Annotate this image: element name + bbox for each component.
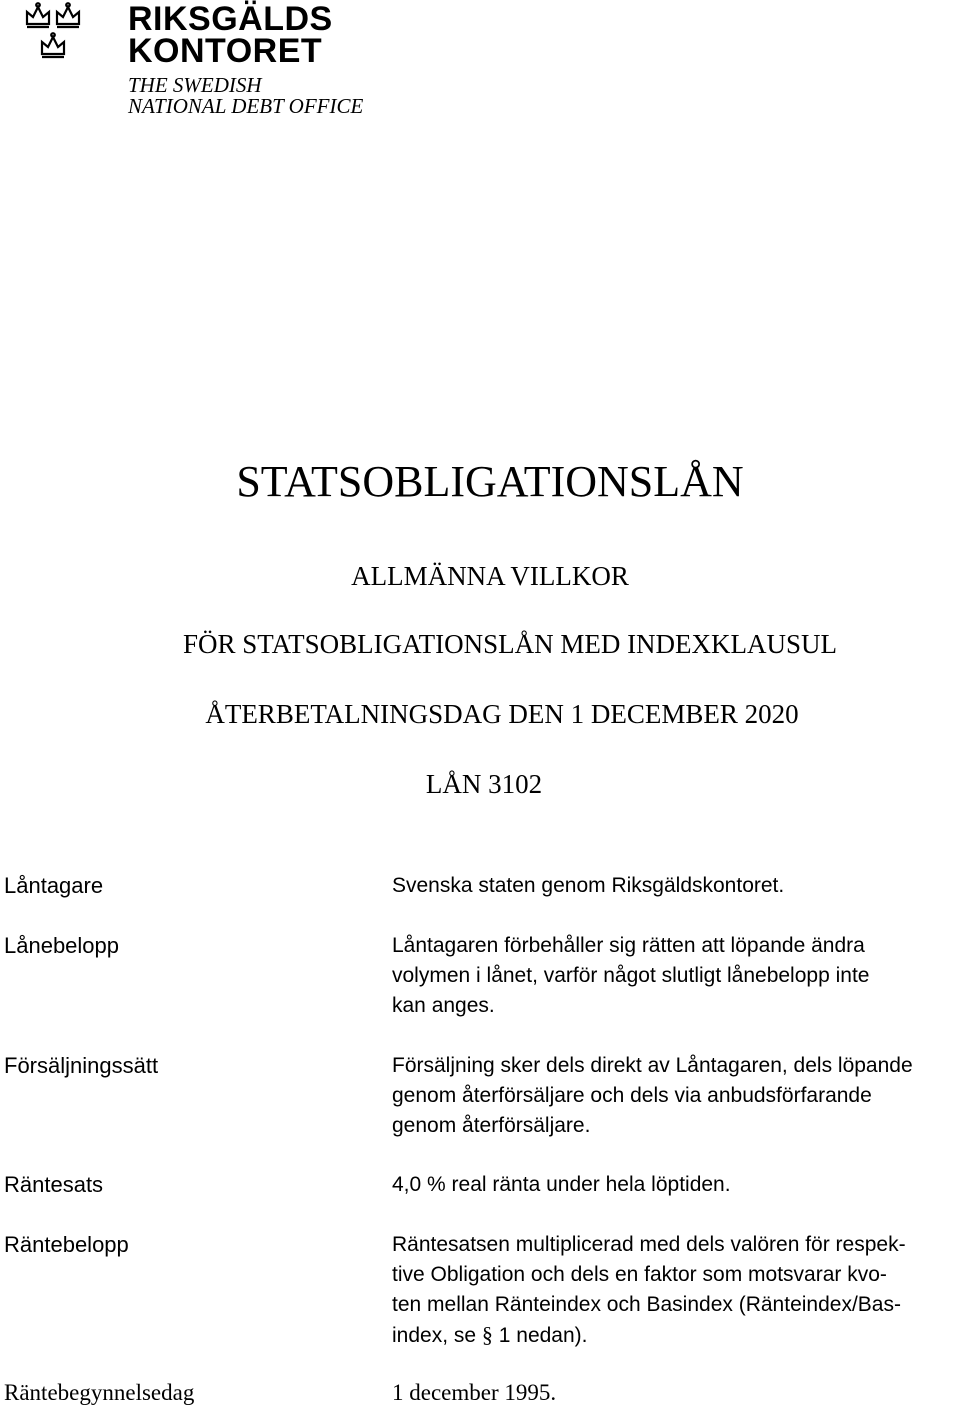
term-line: Räntesatsen multiplicerad med dels valören för respek- — [392, 1233, 906, 1256]
term-line: 4,0 % real ränta under hela löptiden. — [392, 1173, 731, 1196]
term-line-with-section — [392, 1320, 957, 1351]
term-line: tive Obligation och dels en faktor som motsvarar kvo- — [392, 1263, 887, 1286]
subtitle-general-terms: ALLMÄNNA VILLKOR — [351, 561, 629, 591]
term-label-loan-amount: Lånebelopp — [4, 933, 120, 958]
term-line-part: 1 nedan). — [498, 1324, 588, 1347]
term-value-interest-amount — [392, 1230, 957, 1351]
term-line: Försäljning sker dels direkt av Låntagaren, dels löpande — [392, 1054, 913, 1077]
logo-name-line1: RIKSGÄLDS — [128, 0, 333, 38]
term-value-interest-rate — [392, 1170, 957, 1200]
subtitle-repayment-date: ÅTERBETALNINGSDAG DEN 1 DECEMBER 2020 — [205, 699, 799, 729]
term-line-part: index, se — [392, 1324, 477, 1347]
term-label-interest-rate: Räntesats — [4, 1172, 104, 1197]
subtitle-index-clause: FÖR STATSOBLIGATIONSLÅN MED INDEXKLAUSUL — [182, 629, 838, 659]
logo-english-line1: THE SWEDISH — [128, 73, 262, 97]
term-line: genom återförsäljare. — [392, 1114, 591, 1137]
term-label-interest-amount: Räntebelopp — [4, 1232, 129, 1257]
term-label-borrower: Låntagare — [4, 873, 104, 898]
term-line: genom återförsäljare och dels via anbudsförfarande — [392, 1084, 872, 1107]
logo-english-line2: NATIONAL DEBT OFFICE — [128, 94, 364, 118]
term-line: volymen i lånet, varför något slutligt lånebelopp inte — [392, 964, 870, 987]
logo — [24, 0, 404, 120]
logo-name-line2: KONTORET — [128, 32, 323, 70]
subtitle-loan-number: LÅN 3102 — [425, 769, 543, 799]
document-title: STATSOBLIGATIONSLÅN — [236, 457, 744, 506]
section-sign: § — [481, 1322, 493, 1347]
term-value-borrower — [392, 871, 957, 901]
term-line: ten mellan Ränteindex och Basindex (Ränteindex/Bas- — [392, 1293, 901, 1316]
term-label-sales-method: Försäljningssätt — [4, 1053, 159, 1078]
three-crowns-icon — [24, 0, 118, 62]
term-label-interest-start-date: Räntebegynnelsedag — [4, 1380, 195, 1405]
term-value-sales-method — [392, 1051, 957, 1141]
term-value-loan-amount — [392, 931, 957, 1021]
term-value-interest-start-date: 1 december 1995. — [392, 1380, 557, 1405]
term-line: kan anges. — [392, 994, 495, 1017]
term-line: Låntagaren förbehåller sig rätten att löpande ändra — [392, 934, 865, 957]
term-line: Svenska staten genom Riksgäldskontoret. — [392, 874, 785, 897]
